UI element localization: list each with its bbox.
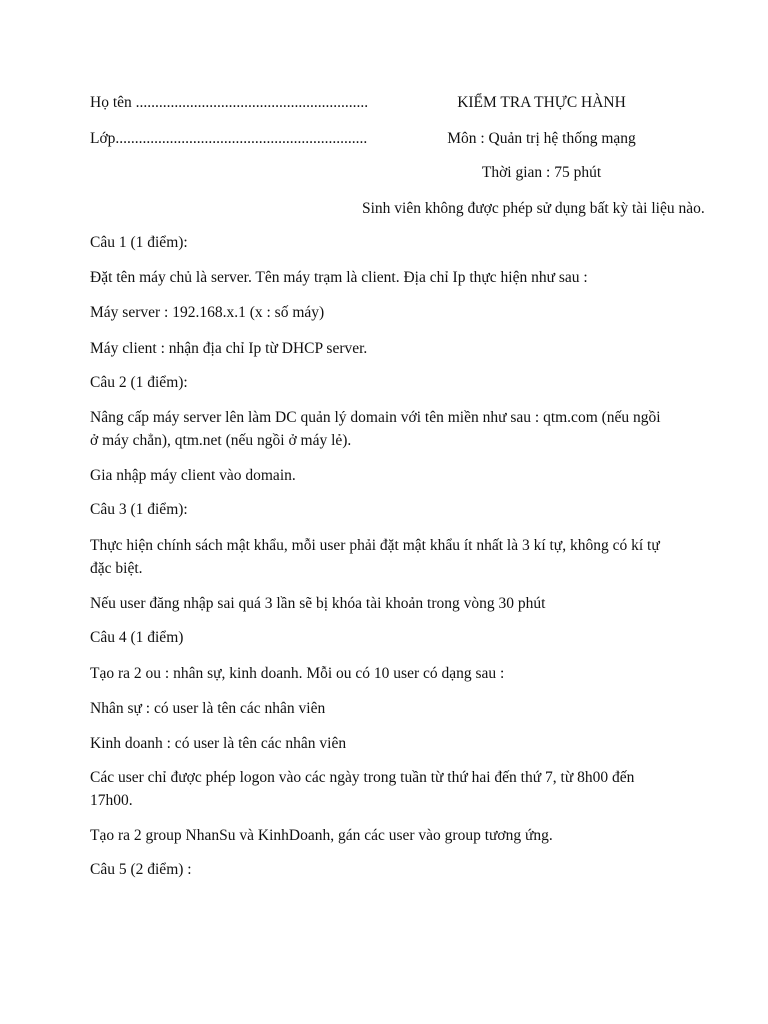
exam-notice: Sinh viên không được phép sử dụng bất kỳ tài liệu nào. [362,200,705,217]
question-2-paragraph: Gia nhập máy client vào domain. [90,467,296,484]
question-4-paragraph: Tạo ra 2 ou : nhân sự, kinh doanh. Mỗi ou có 10 user có dạng sau : [90,665,505,682]
question-3-heading: Câu 3 (1 điểm): [90,501,188,518]
question-4-paragraph: Tạo ra 2 group NhanSu và KinhDoanh, gán các user vào group tương ứng. [90,827,553,844]
question-4-paragraph: Nhân sự : có user là tên các nhân viên [90,700,326,717]
question-3-paragraph: Thực hiện chính sách mật khẩu, mỗi user phải đặt mật khẩu ít nhất là 3 kí tự, không có kí tự đặc biệt. [90,537,660,577]
question-5-heading: Câu 5 (2 điểm) : [90,861,192,878]
subject-line: Môn : Quản trị hệ thống mạng [447,130,636,147]
question-1-heading: Câu 1 (1 điểm): [90,234,188,251]
duration-line: Thời gian : 75 phút [481,164,602,181]
question-4-paragraph: Kinh doanh : có user là tên các nhân viên [90,735,347,752]
question-1-paragraph: Đặt tên máy chủ là server. Tên máy trạm là client. Địa chỉ Ip thực hiện như sau : [90,269,588,286]
question-2-heading: Câu 2 (1 điểm): [90,374,188,391]
question-4-heading: Câu 4 (1 điểm) [90,629,184,646]
class-field: Lớp................................................................. [90,130,368,147]
question-2-paragraph: Nâng cấp máy server lên làm DC quản lý domain với tên miền như sau : qtm.com (nếu ngồi ở máy chẳn), qtm.net (nếu ngồi ở máy lẻ). [90,409,661,449]
question-4-paragraph: Các user chỉ được phép logon vào các ngày trong tuần từ thứ hai đến thứ 7, từ 8h00 đến 17h00. [90,769,635,809]
question-1-paragraph: Máy client : nhận địa chỉ Ip từ DHCP server. [90,340,368,357]
exam-title: KIỂM TRA THỰC HÀNH [457,94,626,111]
question-1-paragraph: Máy server : 192.168.x.1 (x : số máy) [90,304,325,321]
name-field: Họ tên ............................................................ [90,94,369,111]
question-3-paragraph: Nếu user đăng nhập sai quá 3 lần sẽ bị khóa tài khoản trong vòng 30 phút [90,595,546,612]
